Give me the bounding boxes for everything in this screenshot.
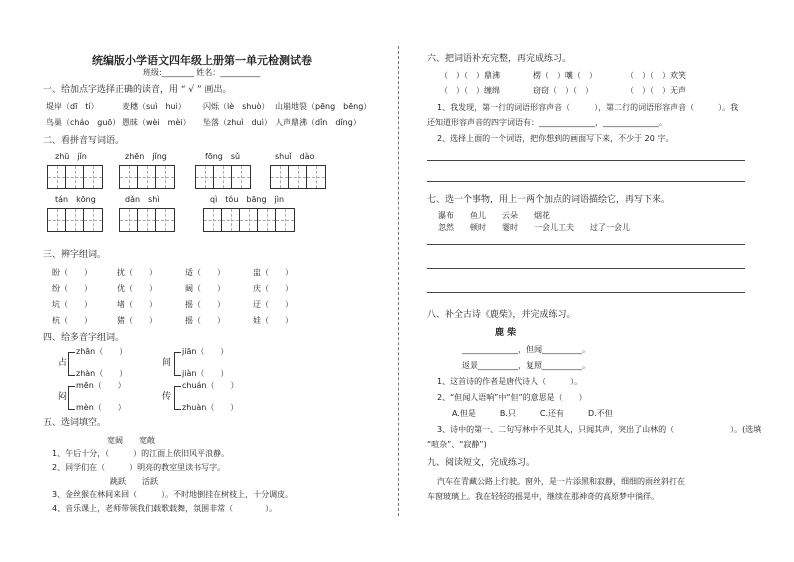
s1-item: 山崩地裂（pēng bēng） [275, 102, 372, 111]
s3-item: 盅（ ） [253, 268, 293, 277]
s3-item: 迂（ ） [253, 300, 293, 309]
polyphone-char: 传 [162, 392, 172, 402]
answer-line[interactable] [427, 292, 745, 293]
brace [174, 386, 181, 410]
word-options: 跳跃 活跃 [110, 477, 158, 486]
polyphone-reading: zhàn（ ） [76, 369, 128, 378]
section-2-heading: 二、看拼音写词语。 [43, 136, 125, 146]
s1-item: 鸟巢（cháo guō） [46, 118, 121, 127]
polyphone-reading: mèn（ ） [76, 403, 126, 412]
s6-question: 1、我发现，第一行的词语形容声音（ ），第二行的词语形容声音（ ）。我 [437, 103, 739, 112]
section-6-heading: 六、把词语补充完整，再完成练习。 [427, 54, 572, 64]
column-divider [398, 46, 399, 516]
passage-line: 汽车在青藏公路上行驶。窗外，是一片添黑和寂静，细细的雨丝斜打在 [437, 477, 685, 486]
polyphone-reading: zhān（ ） [76, 347, 128, 356]
s5-question: 2、同学们在（ ）明亮的教室里读书写字。 [52, 463, 226, 472]
section-9-heading: 九、阅读短文，完成练习。 [427, 458, 536, 468]
pinyin-label: zhēn jǐng [125, 152, 167, 161]
section-1-heading: 一、给加点字选择正确的读音，用 “ √ ” 画出。 [43, 85, 232, 95]
s3-item: 优（ ） [117, 284, 157, 293]
pinyin-label: shuǐ dào [275, 152, 315, 161]
s3-item: 杭（ ） [52, 316, 92, 325]
section-5-heading: 五、选词填空。 [43, 418, 107, 428]
section-3-heading: 三、辨字组词。 [43, 250, 107, 260]
writing-grid[interactable] [47, 208, 103, 232]
s3-item: 阔（ ） [185, 284, 225, 293]
brace [68, 352, 75, 376]
s8-choices: A.但是 B.只 C.还有 D.不但 [452, 409, 613, 418]
passage-line: 车窗玻璃上。我在轻轻的摇晃中，继续在那神奇的高原梦中徜徉。 [427, 492, 659, 501]
s3-item: 盼（ ） [52, 268, 92, 277]
s6-item: （ ）（ ）无声 [626, 86, 686, 95]
s3-item: 猪（ ） [117, 316, 157, 325]
s3-item: 庆（ ） [253, 284, 293, 293]
s3-item: 娃（ ） [253, 316, 293, 325]
s1-item: 坠落（zhuì duì） [203, 118, 272, 127]
s6-item: （ ）（ ）缠绵 [440, 86, 500, 95]
page-title: 统编版小学语文四年级上册第一单元检测试卷 [92, 54, 312, 67]
s3-item: 堵（ ） [117, 300, 157, 309]
poem-line: 返景__________，复照__________。 [462, 361, 590, 370]
s1-item: 堤岸（dī tí） [46, 102, 99, 111]
section-4-heading: 四、给多音字组词。 [43, 333, 125, 343]
pinyin-label: zhū jǐn [55, 152, 87, 161]
pinyin-label: fōng sǔ [205, 152, 241, 161]
polyphone-reading: jiàn（ ） [182, 369, 229, 378]
brace [174, 352, 181, 376]
class-name-line: 班级:________ 姓名：__________ [143, 68, 261, 77]
poem-title: 鹿 柴 [495, 328, 517, 338]
answer-line[interactable] [427, 160, 745, 161]
polyphone-char: 闷 [58, 392, 68, 402]
writing-grid[interactable] [270, 165, 326, 189]
s1-item: 麦穗（suì huì） [122, 102, 186, 111]
s3-item: 摇（ ） [185, 300, 225, 309]
writing-grid[interactable] [195, 165, 251, 189]
s8-question: 3、诗中的第一、二句写林中不见其人，只闻其声，突出了山林的（ ）。(选填 [437, 425, 762, 434]
s3-item: 坑（ ） [52, 300, 92, 309]
polyphone-char: 占 [58, 358, 68, 368]
s8-question: “喧杂”、“寂静”) [427, 440, 487, 449]
s3-item: 纷（ ） [52, 284, 92, 293]
s1-item: 愚昧（wèi mèi） [122, 118, 191, 127]
s7-words: 瀑布 鱼儿 云朵 烟花 [438, 211, 550, 220]
writing-grid[interactable] [203, 208, 295, 232]
s6-item: （ ）（ ）欢笑 [626, 71, 686, 80]
writing-grid[interactable] [47, 165, 103, 189]
s5-question: 1、午后十分，（ ）的江面上依旧风平浪静。 [52, 449, 230, 458]
writing-grid[interactable] [119, 208, 175, 232]
writing-grid[interactable] [119, 165, 175, 189]
answer-line[interactable] [427, 181, 745, 182]
polyphone-reading: zhuàn（ ） [182, 403, 239, 412]
s6-item: 楞（ ）嚷（ ） [533, 71, 597, 80]
s3-item: 摇（ ） [185, 316, 225, 325]
section-7-heading: 七、选一个事物，用上一两个加点的词语描绘它，再写下来。 [427, 195, 671, 205]
polyphone-reading: chuán（ ） [182, 381, 239, 390]
s6-question: 2、选择上面的一个词语，把你想到的画面写下来，不少于 20 字。 [437, 134, 674, 143]
word-options: 宽阔 宽敞 [107, 436, 155, 445]
polyphone-reading: jiān（ ） [182, 347, 229, 356]
s3-item: 适（ ） [185, 268, 225, 277]
s8-question: 2、“但闻人语响”中“但”的意思是（ ） [437, 393, 587, 402]
s7-words: 忽然 顿时 霎时 一会儿工夫 过了一会儿 [438, 223, 630, 232]
pinyin-label: tán kōng [55, 195, 96, 204]
s6-item: 窃窃（ ）（ ） [533, 86, 593, 95]
polyphone-reading: mēn（ ） [76, 381, 126, 390]
s1-item: 人声鼎沸（dǐn dǐng） [275, 118, 361, 127]
section-8-heading: 八、补全古诗《鹿柴》，并完成练习。 [427, 310, 576, 320]
pinyin-label: qì tóu bāng jìn [210, 195, 285, 204]
answer-line[interactable] [427, 244, 745, 245]
s5-question: 3、金丝猴在林间来回（ ）。不时地倒挂在树枝上，十分调皮。 [52, 490, 294, 499]
pinyin-label: dǎn shì [125, 195, 160, 204]
polyphone-char: 间 [162, 358, 172, 368]
s5-question: 4、音乐课上，老师带领我们载歌载舞，氛围非常（ ）。 [52, 504, 278, 513]
poem-line: ______________，但闻__________。 [462, 345, 590, 354]
answer-line[interactable] [427, 268, 745, 269]
brace [68, 386, 75, 410]
s3-item: 扰（ ） [117, 268, 157, 277]
s1-item: 闪烁（lè shuò） [203, 102, 270, 111]
s6-question: 还知道形容声音的四字词语有：______________，______________。 [427, 118, 667, 127]
s8-question: 1、这首诗的作者是唐代诗人（ ）。 [437, 377, 583, 386]
s6-item: （ ）（ ）鼎沸 [440, 71, 500, 80]
